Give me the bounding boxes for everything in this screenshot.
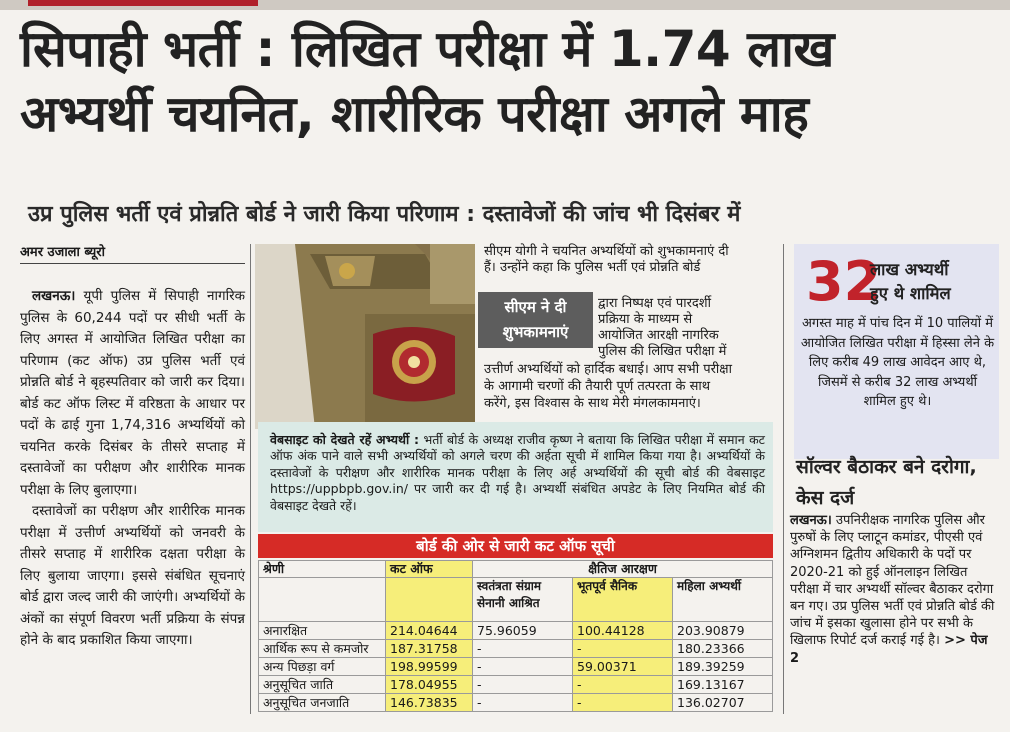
cm-message-line: आयोजित आरक्षी नागरिक bbox=[598, 328, 719, 343]
row-exservice: - bbox=[573, 640, 673, 658]
article-paragraph-1-text: यूपी पुलिस में सिपाही नागरिक पुलिस के 60,244 पदों पर सीधी भर्ती के लिए अगस्त में आयोजित लिखित परीक्षा का परिणाम (कट ऑफ) उप्र पुलिस भर्ती एवं प्रोन्नति बोर्ड ने बृहस्पतिवार को जारी कर दिया। बोर्ड कट ऑफ लिस्ट में वरिष्ठता के आधार पर पदों के ढाई गुना 1,74,316 अभ्यर्थियों को चयनित करके दिसंबर के तीसरे सप्ताह में दस्तावेजों का परीक्षण और शारीरिक मानक परीक्षा के लिए बुलाएगा। bbox=[20, 288, 245, 498]
stat-heading bbox=[870, 258, 951, 306]
table-row bbox=[259, 658, 773, 676]
row-category: अनुसूचित जाति bbox=[259, 676, 386, 694]
photo-caption-line-1: सीएम ने दी bbox=[504, 298, 567, 316]
cm-message-line: हैं। उन्होंने कहा कि पुलिस भर्ती एवं प्रोन्नति बोर्ड bbox=[484, 260, 701, 275]
stat-number: 32 bbox=[806, 250, 882, 313]
header-blank bbox=[386, 578, 473, 622]
cm-message-line: द्वारा निष्पक्ष एवं पारदर्शी bbox=[598, 296, 711, 311]
photo-caption-line-2: शुभकामनाएं bbox=[502, 323, 569, 341]
header-horizontal-reservation: क्षैतिज आरक्षण bbox=[473, 561, 773, 578]
row-exservice: 100.44128 bbox=[573, 622, 673, 640]
table-row bbox=[259, 622, 773, 640]
photo-caption bbox=[478, 292, 593, 348]
headline bbox=[20, 18, 995, 145]
row-exservice: - bbox=[573, 694, 673, 712]
row-freedom: - bbox=[473, 694, 573, 712]
header-category: श्रेणी bbox=[259, 561, 386, 578]
cm-message-line: उत्तीर्ण अभ्यर्थियों को हार्दिक बधाई। आप सभी परीक्षा bbox=[484, 362, 732, 377]
row-women: 169.13167 bbox=[673, 676, 773, 694]
stat-heading-line-1: लाख अभ्यर्थी bbox=[870, 260, 949, 279]
row-cutoff: 187.31758 bbox=[386, 640, 473, 658]
subheadline: उप्र पुलिस भर्ती एवं प्रोन्नति बोर्ड ने जारी किया परिणाम : दस्तावेजों की जांच भी दिसंबर में bbox=[28, 202, 741, 227]
cutoff-table-title: बोर्ड की ओर से जारी कट ऑफ सूची bbox=[258, 534, 773, 558]
article-paragraph-2: दस्तावेजों का परीक्षण और शारीरिक मानक परीक्षा में उत्तीर्ण अभ्यर्थियों को जनवरी के तीसरे सप्ताह में शारीरिक दक्षता परीक्षा के लिए बुलाया जाएगा। इससे संबंधित सूचनाएं बोर्ड द्वारा जल्द जारी की जाएंगी। अभ्यर्थियों के अंकों का संपूर्ण विवरण भर्ती प्रक्रिया के संपन्न होने के बाद प्रकाशित किया जाएगा। bbox=[20, 503, 245, 648]
row-women: 189.39259 bbox=[673, 658, 773, 676]
solver-story-title: सॉल्वर बैठाकर बने दरोगा, केस दर्ज bbox=[796, 456, 977, 509]
row-category: अनुसूचित जनजाति bbox=[259, 694, 386, 712]
header-women: महिला अभ्यर्थी bbox=[673, 578, 773, 622]
cm-message-line: करेंगे, इस विश्वास के साथ मेरी मंगलकामनाएं। bbox=[484, 396, 701, 411]
dateline: लखनऊ। bbox=[32, 288, 76, 304]
row-exservice: - bbox=[573, 676, 673, 694]
row-freedom: 75.96059 bbox=[473, 622, 573, 640]
cm-message-line: सीएम योगी ने चयनित अभ्यर्थियों को शुभकामनाएं दी bbox=[484, 244, 729, 259]
article-paragraph-1 bbox=[20, 286, 245, 501]
row-category: अनारक्षित bbox=[259, 622, 386, 640]
solver-dateline: लखनऊ। bbox=[790, 513, 832, 528]
row-exservice: 59.00371 bbox=[573, 658, 673, 676]
row-freedom: - bbox=[473, 640, 573, 658]
headline-line-1: सिपाही भर्ती : लिखित परीक्षा में 1.74 लाख bbox=[20, 20, 834, 78]
cm-message-line: के आगामी चरणों की तैयारी पूर्ण तत्परता के साथ bbox=[484, 379, 711, 394]
row-cutoff: 198.99599 bbox=[386, 658, 473, 676]
header-blank bbox=[259, 578, 386, 622]
website-box-body: भर्ती बोर्ड के अध्यक्ष राजीव कृष्ण ने बताया कि लिखित परीक्षा में समान कट ऑफ अंक पाने वाले सभी अभ्यर्थियों को अगले चरण की अर्हता सूची में शामिल किया गया है। अभ्यर्थियों के दस्तावेजों के परीक्षण और शारीरिक मानक परीक्षा के लिए अर्ह अभ्यर्थियों की सूची बोर्ड की वेबसाइट https://uppbpb.gov.in/ पर जारी कर दी गई है। अभ्यर्थी संबंधित अपडेट के लिए नियमित बोर्ड की वेबसाइट देखते रहें। bbox=[270, 432, 765, 513]
column-divider bbox=[250, 244, 251, 714]
police-shoulder-image bbox=[255, 244, 475, 429]
cm-message-line: पुलिस की लिखित परीक्षा में bbox=[598, 344, 727, 359]
solver-story-text: उपनिरीक्षक नागरिक पुलिस और पुरुषों के लिए प्लाटून कमांडर, पीएसी एवं अग्निशमन द्वितीय अधिकारी के पदों पर 2020-21 को हुई ऑनलाइन लिखित परीक्षा में चार अभ्यर्थी सॉल्वर बैठाकर दरोगा बन गए। उप्र पुलिस भर्ती एवं प्रोन्नति बोर्ड की जांच में इसका खुलासा होने पर सभी के खिलाफ रिपोर्ट दर्ज कराई गई है। bbox=[790, 513, 995, 649]
police-uniform-photo bbox=[255, 244, 475, 429]
row-women: 136.02707 bbox=[673, 694, 773, 712]
table-row bbox=[259, 694, 773, 712]
stat-text: अगस्त माह में पांच दिन में 10 पालियों में आयोजित लिखित परीक्षा में हिस्सा लेने के लिए करीब 49 लाख आवेदन आए थे, जिसमें से करीब 32 लाख अभ्यर्थी शामिल हुए थे। bbox=[800, 316, 995, 409]
row-cutoff: 214.04644 bbox=[386, 622, 473, 640]
row-category: अन्य पिछड़ा वर्ग bbox=[259, 658, 386, 676]
header-cutoff: कट ऑफ bbox=[386, 561, 473, 578]
row-women: 180.23366 bbox=[673, 640, 773, 658]
header-ex-serviceman: भूतपूर्व सैनिक bbox=[573, 578, 673, 622]
solver-story-body bbox=[790, 512, 1000, 667]
row-category: आर्थिक रूप से कमजोर bbox=[259, 640, 386, 658]
website-box-text bbox=[270, 432, 765, 514]
table-row bbox=[259, 676, 773, 694]
table-row bbox=[259, 640, 773, 658]
main-article bbox=[20, 286, 245, 652]
cutoff-table bbox=[258, 560, 773, 712]
row-freedom: - bbox=[473, 658, 573, 676]
stat-heading-line-2: हुए थे शामिल bbox=[870, 284, 951, 303]
section-bar bbox=[28, 0, 258, 6]
website-box-lead: वेबसाइट को देखते रहें अभ्यर्थी : bbox=[270, 432, 420, 447]
column-divider bbox=[783, 244, 784, 714]
header-freedom-fighter: स्वतंत्रता संग्राम सेनानी आश्रित bbox=[473, 578, 573, 622]
cm-message-line: प्रक्रिया के माध्यम से bbox=[598, 312, 693, 327]
row-freedom: - bbox=[473, 676, 573, 694]
row-cutoff: 178.04955 bbox=[386, 676, 473, 694]
top-strip bbox=[0, 0, 1010, 10]
byline: अमर उजाला ब्यूरो bbox=[20, 242, 245, 264]
headline-line-2: अभ्यर्थी चयनित, शारीरिक परीक्षा अगले माह bbox=[20, 84, 809, 143]
row-cutoff: 146.73835 bbox=[386, 694, 473, 712]
row-women: 203.90879 bbox=[673, 622, 773, 640]
continued-link[interactable]: >> पेज 2 bbox=[790, 633, 988, 666]
